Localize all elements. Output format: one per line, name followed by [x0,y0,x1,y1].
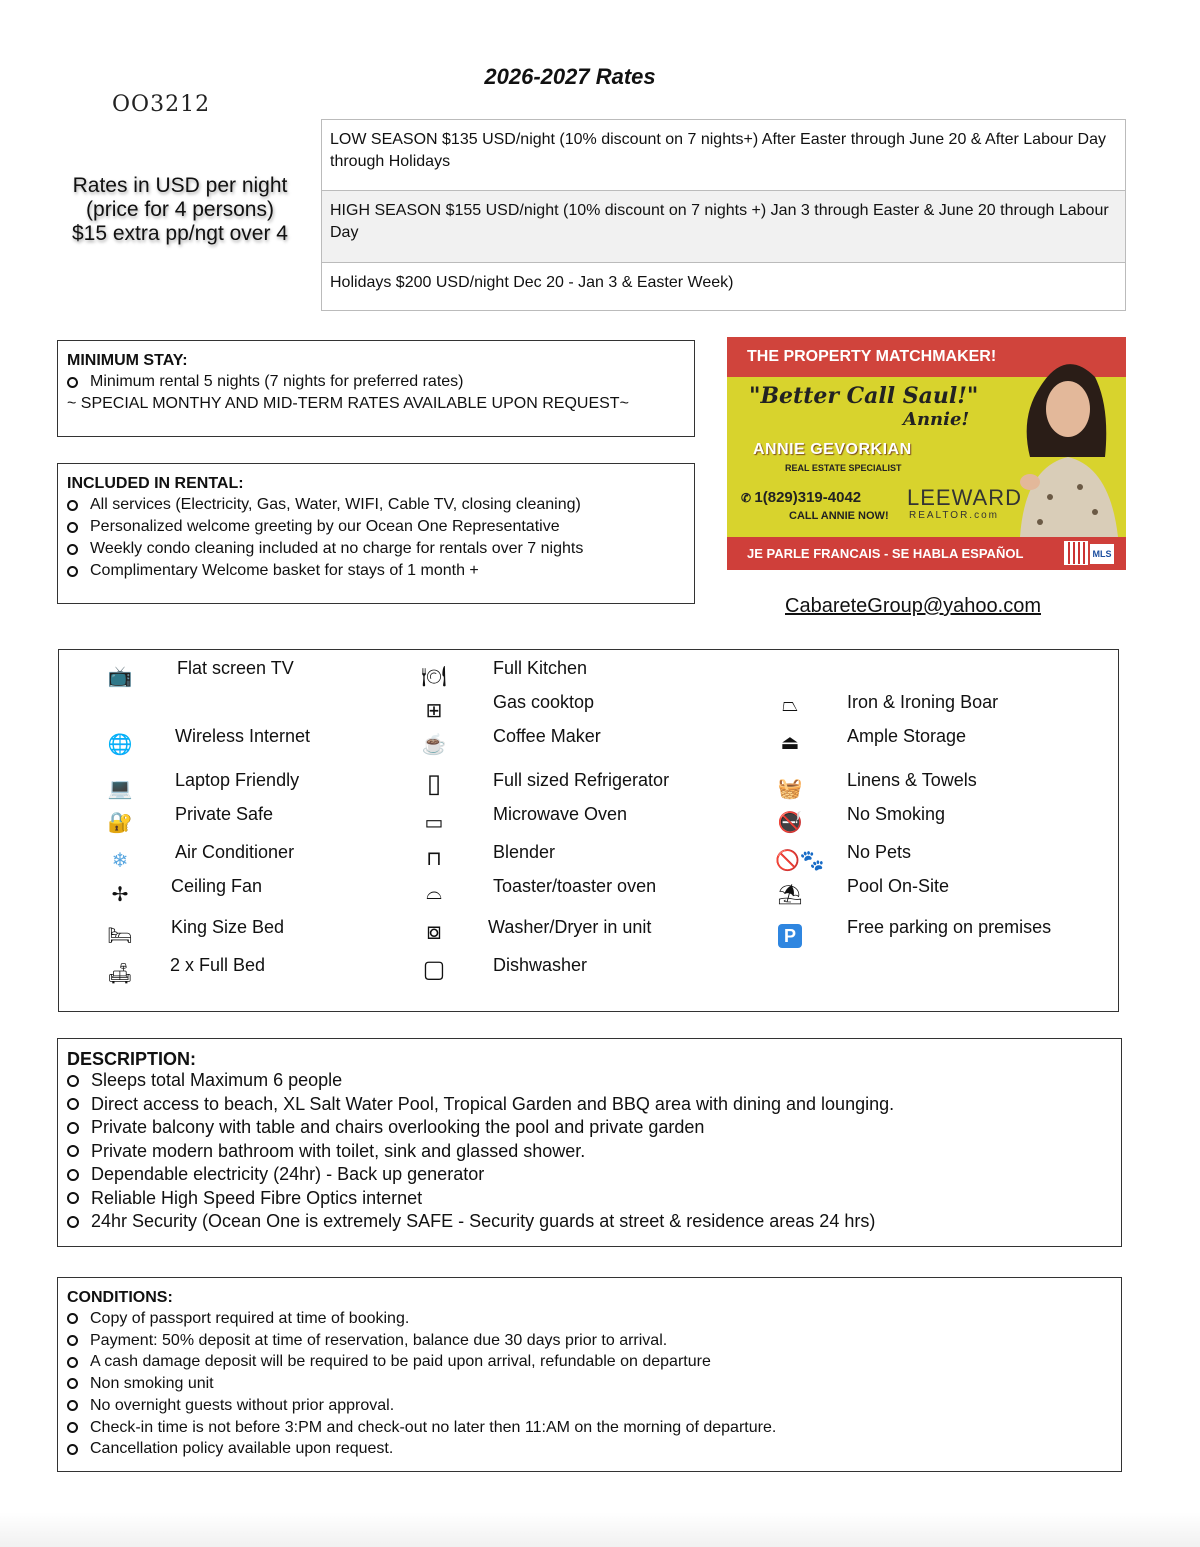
rates-note-line: Rates in USD per night [72,174,288,197]
bullet-icon [67,544,78,555]
list-item [67,1093,1112,1117]
list-item [67,1140,1112,1164]
amenity-label: Flat screen TV [177,658,294,678]
list-item-text: Payment: 50% deposit at time of reservation, balance due 30 days prior to arrival. [90,1331,668,1349]
bullet-icon [67,1192,79,1204]
list-item [67,494,685,516]
snowflake-icon: ❄ [111,850,129,872]
amenity-label: Dishwasher [493,955,588,975]
conditions-heading: CONDITIONS: [67,1289,173,1306]
bullet-icon [67,1313,78,1324]
minimum-stay-heading: MINIMUM STAY: [67,352,188,369]
amenity-label: Linens & Towels [847,770,977,790]
amenity-label: Full sized Refrigerator [493,770,670,790]
list-item-text: Private balcony with table and chairs overlooking the pool and private garden [91,1117,705,1137]
rate-row-holidays: Holidays $200 USD/night Dec 20 - Jan 3 & Easter Week) [330,274,734,291]
ad-agent-name: ANNIE GEVORKIAN [753,441,912,458]
amenity-label: 2 x Full Bed [170,955,266,975]
list-item [67,538,685,560]
ad-agent-title: REAL ESTATE SPECIALIST [785,463,902,473]
fan-icon: ✢ [111,884,129,906]
bullet-icon [67,522,78,533]
included-box [57,463,695,604]
list-item [67,1163,1112,1187]
bullet-icon [67,1422,78,1433]
iron-icon: ⏢ [782,694,798,716]
list-item-text: Sleeps total Maximum 6 people [91,1070,343,1090]
minimum-stay-box [57,340,695,437]
amenity-label: King Size Bed [171,917,285,937]
ad-phone [741,489,861,506]
amenity-label: Free parking on premises [847,917,1052,937]
contact-email-link[interactable]: CabareteGroup@yahoo.com [785,595,1041,617]
ad-bottom-banner: JE PARLE FRANCAIS - SE HABLA ESPAÑOL [727,537,1126,570]
list-item-text: Dependable electricity (24hr) - Back up generator [91,1164,485,1184]
basket-icon: 🧺 [777,778,803,800]
washer-icon: ⧇ [426,918,442,945]
list-item [67,1330,1112,1352]
list-item-text: Minimum rental 5 nights (7 nights for preferred rates) [90,373,464,390]
amenity-label: Gas cooktop [493,692,595,712]
bullet-icon [67,1075,79,1087]
bullet-icon [67,1098,79,1110]
list-item [67,1438,1112,1460]
amenity-label: Private Safe [175,804,274,824]
laptop-icon: 💻 [107,778,133,800]
bullet-icon [67,377,78,388]
page-title: 2026-2027 Rates [484,64,656,89]
bullet-icon [67,1378,78,1389]
ad-realtor-logo: REALTOR.com [909,510,999,521]
amenity-label: Air Conditioner [175,842,295,862]
amenity-label: Coffee Maker [493,726,601,746]
amenity-label: Wireless Internet [175,726,311,746]
rate-row-high-season: HIGH SEASON $155 USD/night (10% discount on 7 nights +) Jan 3 through Easter & June 20 through Labour Day [322,191,1125,263]
list-item-text: Direct access to beach, XL Salt Water Pool, Tropical Garden and BBQ area with dining and lounging. [91,1093,895,1114]
amenity-label: Microwave Oven [493,804,628,824]
list-item-text: Copy of passport required at time of booking. [90,1310,410,1327]
amenity-label: Iron & Ironing Boar [847,692,999,712]
list-item [67,1395,1112,1417]
list-item-text: Weekly condo cleaning included at no charge for rentals over 7 nights [90,540,584,557]
amenity-label: Pool On-Site [847,876,950,896]
rates-note [60,174,300,246]
couch-icon: 🛋 [107,963,133,985]
list-item-text: Cancellation policy available upon request. [90,1440,394,1458]
amenity-label: Ceiling Fan [171,876,263,896]
amenity-label: Ample Storage [847,726,967,746]
list-item-text: Non smoking unit [90,1375,214,1393]
parking-icon: P [775,923,805,949]
pool-icon: ⛱ [777,884,803,906]
bullet-icon [67,1335,78,1346]
page-bottom-edge [0,1512,1200,1547]
property-code: OO3212 [112,92,211,117]
rates-table [321,119,1126,311]
qr-code-icon [1064,541,1088,565]
description-box [57,1038,1122,1247]
whatsapp-icon: ✆ [741,491,755,505]
realtor-ad [727,337,1126,570]
list-item-text: Private modern bathroom with toilet, sink and glassed shower. [91,1140,586,1161]
included-heading: INCLUDED IN RENTAL: [67,475,244,492]
bullet-icon [67,1400,78,1411]
amenity-label: Toaster/toaster oven [493,876,657,896]
ad-annie: Annie! [903,409,970,430]
bullet-icon [67,1122,79,1134]
list-item-text: Personalized welcome greeting by our Ocean One Representative [90,518,560,535]
list-item-text: 24hr Security (Ocean One is extremely SAFE - Security guards at street & residence areas 24 hrs) [91,1211,876,1231]
list-item-text: Reliable High Speed Fibre Optics internet [91,1187,423,1208]
plate-icon: 🍽 [421,666,447,688]
lock-icon: 🔐 [107,812,133,834]
fridge-icon: ▯ [426,768,442,798]
description-heading: DESCRIPTION: [67,1049,197,1069]
rates-note-line: $15 extra pp/ngt over 4 [72,222,288,245]
list-item-text: All services (Electricity, Gas, Water, WIFI, Cable TV, closing cleaning) [90,496,581,513]
list-item-text: Complimentary Welcome basket for stays of 1 month + [90,562,479,579]
coffee-icon: ☕ [421,734,447,756]
bullet-icon [67,1169,79,1181]
amenity-label: Washer/Dryer in unit [488,917,652,937]
ad-slogan: "Better Call Saul!" [749,383,979,409]
rate-row-low-season: LOW SEASON $135 USD/night (10% discount on 7 nights+) After Easter through June 20 & After Labour Day through Holidays [322,120,1125,191]
hanger-icon: ⏏ [780,732,800,754]
microwave-icon: ▭ [424,812,444,834]
special-rates-note: ~ SPECIAL MONTHY AND MID-TERM RATES AVAILABLE UPON REQUEST~ [67,395,629,412]
bullet-icon [67,500,78,511]
rates-note-line: (price for 4 persons) [86,198,274,221]
conditions-box [57,1277,1122,1472]
list-item [67,560,685,582]
list-item [67,1417,1112,1439]
blender-icon: ⊓ [426,848,442,870]
amenity-label: Laptop Friendly [175,770,300,790]
list-item [67,1069,1112,1093]
agent-photo [1010,347,1120,537]
bullet-icon [67,1444,78,1455]
ad-phone-number: 1(829)319-4042 [754,489,862,506]
list-item [67,1373,1112,1395]
list-item-text: A cash damage deposit will be required to be paid upon arrival, refundable on departure [90,1353,711,1371]
amenity-label: Blender [493,842,556,862]
dishwasher-icon: ▢ [422,956,446,983]
toaster-icon: ⌓ [426,882,442,904]
amenity-label: Full Kitchen [493,658,588,678]
no-smoking-icon: 🚭 [777,812,803,834]
cooktop-icon: ⊞ [425,700,443,722]
globe-icon: 🌐 [107,734,133,756]
amenities-box [58,649,1119,1012]
list-item-text: Check-in time is not before 3:PM and check-out no later then 11:AM on the morning of departure. [90,1418,777,1436]
bullet-icon [67,1145,79,1157]
list-item [67,371,685,393]
list-item [67,1187,1112,1211]
amenity-label: No Pets [847,842,912,862]
list-item [67,1351,1112,1373]
bullet-icon [67,566,78,577]
ad-call-text: CALL ANNIE NOW! [789,510,889,522]
list-item [67,1116,1112,1140]
tv-icon: 📺 [107,666,133,688]
no-pets-icon: 🚫🐾 [775,850,825,872]
ad-top-banner: THE PROPERTY MATCHMAKER! [727,337,1126,377]
bullet-icon [67,1216,79,1228]
bullet-icon [67,1357,78,1368]
amenity-label: No Smoking [847,804,946,824]
bed-icon: 🛏 [107,925,133,947]
mls-logo: MLS [1090,544,1114,564]
ad-brand-logo: LEEWARD [907,485,1022,510]
list-item-text: No overnight guests without prior approval. [90,1396,395,1414]
list-item [67,516,685,538]
list-item [67,1210,1112,1234]
list-item [67,1308,1112,1330]
